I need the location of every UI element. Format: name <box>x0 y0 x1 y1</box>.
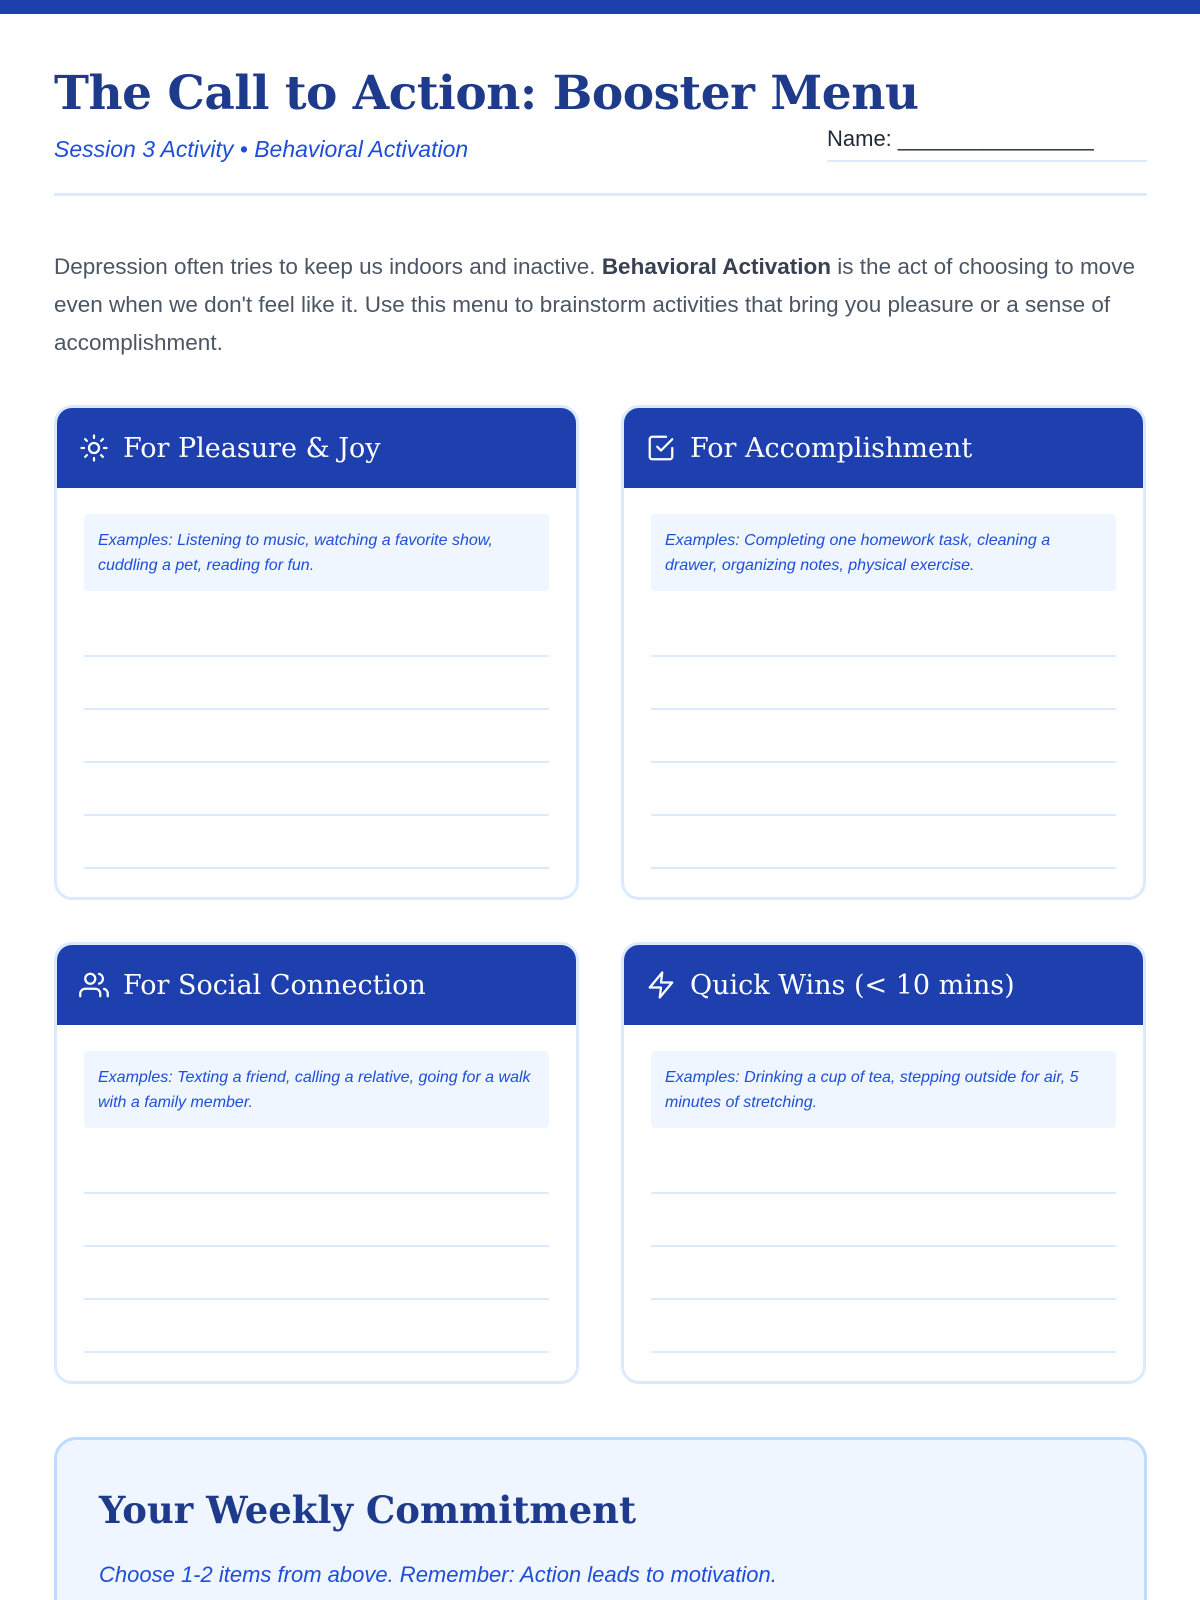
writing-line[interactable] <box>84 710 549 763</box>
card-examples: Examples: Completing one homework task, cleaning a drawer, organizing notes, physical exercise. <box>651 514 1116 591</box>
writing-line[interactable] <box>84 816 549 869</box>
check-square-icon <box>646 433 676 463</box>
writing-line[interactable] <box>651 657 1116 710</box>
card-quick-wins <box>621 942 1146 1384</box>
intro-text-start: Depression often tries to keep us indoors and inactive. <box>54 254 602 279</box>
card-examples: Examples: Drinking a cup of tea, stepping outside for air, 5 minutes of stretching. <box>651 1051 1116 1128</box>
intro-bold-term: Behavioral Activation <box>601 254 832 279</box>
writing-line[interactable] <box>84 1141 549 1194</box>
writing-line[interactable] <box>651 1141 1116 1194</box>
writing-line[interactable] <box>84 604 549 657</box>
card-pleasure-joy <box>54 405 579 900</box>
card-examples: Examples: Texting a friend, calling a relative, going for a walk with a family member. <box>84 1051 549 1128</box>
users-icon <box>79 970 109 1000</box>
card-header <box>57 945 576 1025</box>
writing-lines <box>84 1141 549 1353</box>
writing-lines <box>651 1141 1116 1353</box>
card-examples: Examples: Listening to music, watching a favorite show, cuddling a pet, reading for fun. <box>84 514 549 591</box>
writing-line[interactable] <box>651 763 1116 816</box>
writing-line[interactable] <box>651 1194 1116 1247</box>
sun-icon <box>79 433 109 463</box>
weekly-commitment-box <box>54 1437 1147 1600</box>
page-header <box>54 66 1147 196</box>
writing-line[interactable] <box>84 1247 549 1300</box>
writing-line[interactable] <box>651 604 1116 657</box>
intro-text-end: is the act of choosing to move even when we don't feel like it. Use this menu to brainstorm activities that bring you pleasure or a sense of accomplishment. <box>54 254 1135 355</box>
name-field[interactable]: Name: ________________ <box>827 126 1147 162</box>
writing-lines <box>651 604 1116 869</box>
card-header <box>624 408 1143 488</box>
writing-line[interactable] <box>84 1194 549 1247</box>
intro-paragraph <box>54 248 1147 362</box>
card-title: For Accomplishment <box>690 432 973 464</box>
card-title: Quick Wins (< 10 mins) <box>690 969 1015 1001</box>
writing-line[interactable] <box>84 1300 549 1353</box>
zap-icon <box>646 970 676 1000</box>
card-header <box>57 408 576 488</box>
writing-line[interactable] <box>651 1300 1116 1353</box>
writing-line[interactable] <box>651 816 1116 869</box>
card-header <box>624 945 1143 1025</box>
card-social-connection <box>54 942 579 1384</box>
card-accomplishment <box>621 405 1146 900</box>
writing-lines <box>84 604 549 869</box>
card-title: For Social Connection <box>123 969 426 1001</box>
writing-line[interactable] <box>84 763 549 816</box>
writing-line[interactable] <box>651 710 1116 763</box>
writing-line[interactable] <box>84 657 549 710</box>
card-title: For Pleasure & Joy <box>123 432 381 464</box>
page-title: The Call to Action: Booster Menu <box>54 66 919 121</box>
writing-line[interactable] <box>651 1247 1116 1300</box>
commitment-subtitle: Choose 1-2 items from above. Remember: Action leads to motivation. <box>99 1562 777 1587</box>
commitment-title: Your Weekly Commitment <box>99 1488 637 1532</box>
page-subtitle: Session 3 Activity • Behavioral Activation <box>54 136 469 162</box>
top-accent-bar <box>0 0 1200 14</box>
